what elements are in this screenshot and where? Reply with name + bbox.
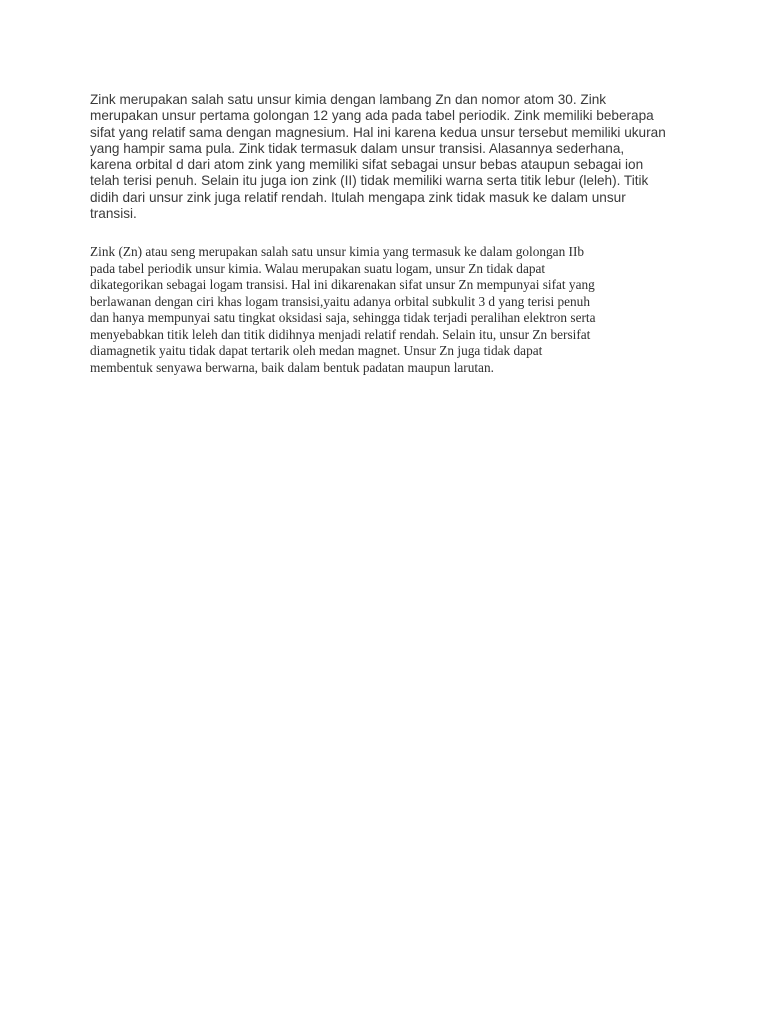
paragraph-line: transisi.: [90, 206, 137, 222]
paragraph-line: yang hampir sama pula. Zink tidak termasuk dalam unsur transisi. Alasannya sederhana,: [90, 140, 625, 156]
paragraph-line: pada tabel periodik unsur kimia. Walau merupakan suatu logam, unsur Zn tidak dapat: [90, 260, 546, 276]
paragraph-line: karena orbital d dari atom zink yang memiliki sifat sebagai unsur bebas ataupun sebagai ion: [90, 157, 644, 173]
paragraph-line: diamagnetik yaitu tidak dapat tertarik oleh medan magnet. Unsur Zn juga tidak dapat: [90, 343, 543, 358]
paragraph-line: sifat yang relatif sama dengan magnesium. Hal ini karena kedua unsur tersebut memiliki ukuran: [90, 124, 666, 140]
paragraph-zinc-properties: [90, 92, 666, 222]
paragraph-line: membentuk senyawa berwarna, baik dalam bentuk padatan maupun larutan.: [90, 359, 494, 375]
paragraph-line: menyebabkan titik leleh dan titik didihnya menjadi relatif rendah. Selain itu, unsur Zn bersifat: [90, 326, 591, 342]
paragraph-line: berlawanan dengan ciri khas logam transisi,yaitu adanya orbital subkulit 3 d yang terisi penuh: [90, 293, 590, 309]
paragraph-line: didih dari unsur zink juga relatif rendah. Itulah mengapa zink tidak masuk ke dalam unsur: [90, 189, 626, 205]
paragraph-line: Zink merupakan salah satu unsur kimia dengan lambang Zn dan nomor atom 30. Zink: [90, 92, 607, 107]
paragraph-line: Zink (Zn) atau seng merupakan salah satu unsur kimia yang termasuk ke dalam golongan IIb: [90, 244, 585, 259]
paragraph-line: dikategorikan sebagai logam transisi. Hal ini dikarenakan sifat unsur Zn mempunyai sifat yang: [90, 277, 595, 292]
paragraph-line: dan hanya mempunyai satu tingkat oksidasi saja, sehingga tidak terjadi peralihan elektron serta: [90, 310, 596, 325]
paragraph-line: telah terisi penuh. Selain itu juga ion zink (II) tidak memiliki warna serta titik lebur (leleh). Titik: [90, 173, 649, 189]
paragraph-line: merupakan unsur pertama golongan 12 yang ada pada tabel periodik. Zink memiliki beberapa: [90, 108, 654, 124]
paragraph-zinc-group-iib: [90, 244, 690, 376]
